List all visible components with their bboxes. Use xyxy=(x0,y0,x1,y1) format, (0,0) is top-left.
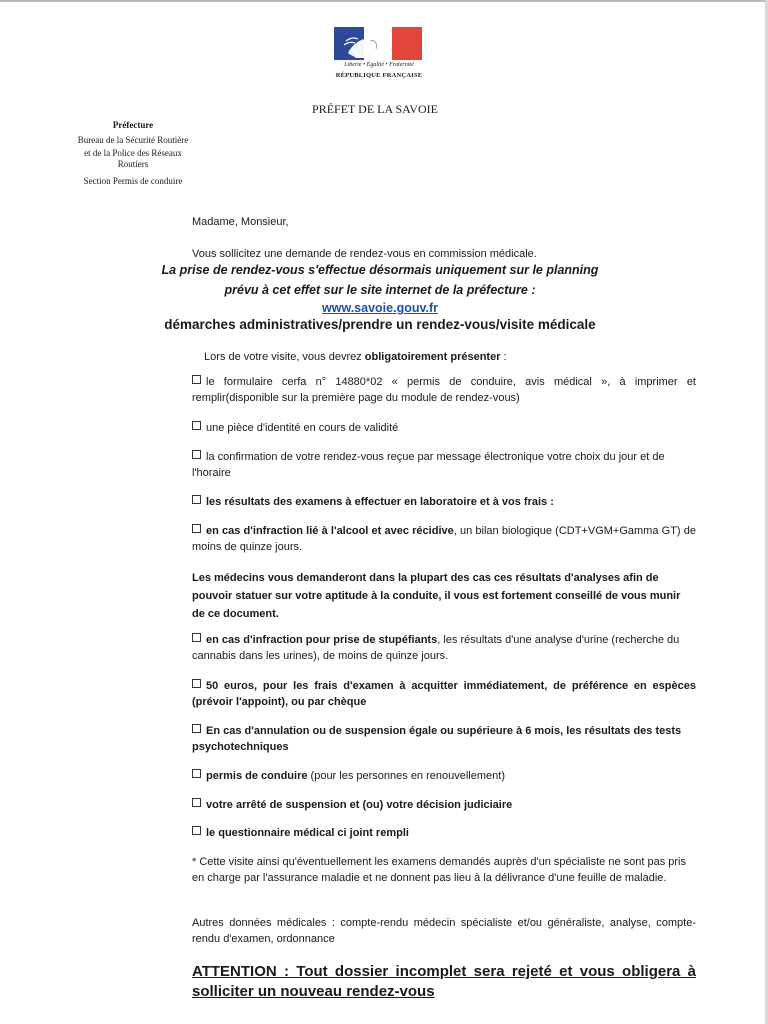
checkbox-icon xyxy=(192,798,201,807)
procedure-path: démarches administratives/prendre un rendez-vous/visite médicale xyxy=(164,317,596,332)
attention-warning: ATTENTION : Tout dossier incomplet sera rejeté et vous obligera à solliciter un nouveau rendez-vous xyxy=(192,963,696,1000)
checkbox-icon xyxy=(192,679,201,688)
checkbox-icon xyxy=(192,769,201,778)
checkbox-icon xyxy=(192,450,201,459)
checkbox-icon xyxy=(192,495,201,504)
marianne-flag-icon xyxy=(334,27,422,60)
emphasis-line-1: La prise de rendez-vous s'effectue désormais uniquement sur le planning xyxy=(161,263,599,277)
checkbox-icon xyxy=(192,375,201,384)
other-medical-data: Autres données médicales : compte-rendu médecin spécialiste et/ou généraliste, analyse, compte-rendu d'examen, ordonnance xyxy=(192,917,696,945)
footnote: * Cette visite ainsi qu'éventuellement les examens demandés auprès d'un spécialiste ne sont pas pris en charge par l'assurance maladie et ne donnent pas lieu à la délivrance d'une feuille de maladie. xyxy=(192,856,686,884)
item-alcohol: en cas d'infraction lié à l'alcool et avec récidive, un bilan biologique (CDT+VGM+Gamma GT) de moins de quinze jours. xyxy=(192,525,696,553)
checkbox-icon xyxy=(192,724,201,733)
item-fee: 50 euros, pour les frais d'examen à acquitter immédiatement, de préférence en espèces (prévoir l'appoint), ou par chèque xyxy=(192,680,696,708)
checkbox-icon xyxy=(192,633,201,642)
checkbox-icon xyxy=(192,421,201,430)
item-identity: une pièce d'identité en cours de validité xyxy=(192,420,398,436)
salutation: Madame, Monsieur, xyxy=(192,216,289,228)
logo-country: RÉPUBLIQUE FRANÇAISE xyxy=(335,72,423,79)
sender-bureau: Bureau de la Sécurité Routière xyxy=(77,135,189,145)
item-lab-results: les résultats des examens à effectuer en laboratoire et à vos frais : xyxy=(192,494,554,510)
sender-block xyxy=(48,118,218,189)
scan-edge-top xyxy=(0,0,768,2)
emphasis-line-2: prévu à cet effet sur le site internet de la préfecture : xyxy=(224,283,536,297)
intro-text: Vous sollicitez une demande de rendez-vous en commission médicale. xyxy=(192,248,537,260)
sender-police: et de la Police des Réseaux Routiers xyxy=(84,148,182,169)
visit-instruction: Lors de votre visite, vous devrez obligatoirement présenter : xyxy=(204,351,507,363)
item-decision: votre arrêté de suspension et (ou) votre décision judiciaire xyxy=(192,797,512,813)
item-license: permis de conduire (pour les personnes en renouvellement) xyxy=(192,768,505,784)
prefet-heading: PRÉFET DE LA SAVOIE xyxy=(312,102,438,116)
checkbox-icon xyxy=(192,524,201,533)
logo-motto: Liberté • Égalité • Fraternité xyxy=(344,62,414,68)
republique-logo xyxy=(333,27,425,85)
item-cerfa: le formulaire cerfa n° 14880*02 « permis de conduire, avis médical », à imprimer et remplir(disponible sur la première page du module de rendez-vous) xyxy=(192,376,696,404)
sender-prefecture: Préfecture xyxy=(112,120,154,130)
item-suspension: En cas d'annulation ou de suspension égale ou supérieure à 6 mois, les résultats des tests psychotechniques xyxy=(192,725,682,753)
checkbox-icon xyxy=(192,826,201,835)
doctors-note: Les médecins vous demanderont dans la plupart des cas ces résultats d'analyses afin de pouvoir statuer sur votre aptitude à la conduite, il vous est fortement conseillé de vous munir de ce document. xyxy=(192,572,681,620)
item-questionnaire: le questionnaire médical ci joint rempli xyxy=(192,825,409,841)
item-drugs: en cas d'infraction pour prise de stupéfiants, les résultats d'une analyse d'urine (recherche du cannabis dans les urines), de moins de quinze jours. xyxy=(192,634,680,662)
sender-section: Section Permis de conduire xyxy=(83,176,183,186)
item-confirmation: la confirmation de votre rendez-vous reçue par message électronique votre choix du jour et de l'horaire xyxy=(192,451,665,479)
website-link[interactable]: www.savoie.gouv.fr xyxy=(322,301,438,315)
